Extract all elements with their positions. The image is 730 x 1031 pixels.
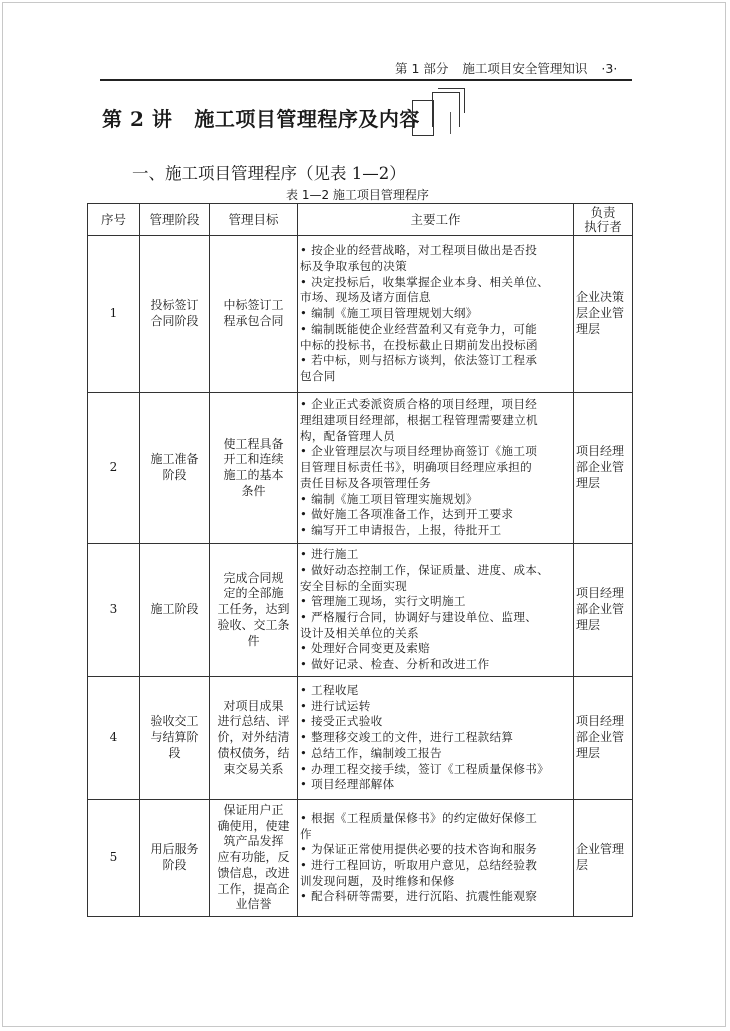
- lecture-heading: 施工项目管理程序及内容: [194, 107, 420, 131]
- book-title: 施工项目安全管理知识: [462, 61, 588, 76]
- work-item: • 做好施工各项准备工作，达到开工要求: [300, 507, 514, 522]
- cell-stage: [140, 236, 210, 393]
- cell-no: [88, 677, 140, 800]
- cell-goal-text: 中标签订工 程承包合同: [223, 298, 284, 328]
- cell-goal: [210, 544, 298, 677]
- work-item: • 总结工作，编制竣工报告: [300, 745, 442, 760]
- work-item: 理组建项目经理部，根据工程管理需要建立机: [300, 413, 538, 428]
- cell-stage-text: 施工准备 阶段: [150, 452, 199, 482]
- work-item: 安全目标的全面实现: [300, 578, 408, 593]
- part-label: 第 1 部分: [395, 61, 449, 76]
- work-item: • 按企业的经营战略，对工程项目做出是否投: [300, 243, 538, 258]
- work-item: • 严格履行合同，协调好与建设单位、监理、: [300, 610, 538, 624]
- lecture-title: [102, 103, 420, 132]
- work-item: 标及争取承包的决策: [300, 259, 408, 274]
- cell-executor: [574, 544, 633, 677]
- cell-no: [88, 393, 140, 544]
- table-row: [88, 393, 633, 544]
- cell-goal: [210, 236, 298, 393]
- table-row: [88, 544, 633, 677]
- table-row: [88, 800, 633, 917]
- work-item: • 根据《工程质量保修书》的约定做好保修工: [300, 810, 538, 825]
- work-item: 包合同: [300, 368, 336, 383]
- page-number: ·3·: [601, 61, 618, 76]
- work-item: 设计及相关单位的关系: [300, 625, 419, 640]
- work-item: 目管理目标责任书》，明确项目经理应承担的: [300, 460, 533, 475]
- work-item: 责任目标及各项管理任务: [300, 475, 431, 490]
- cell-executor: [574, 800, 633, 917]
- header-executor: [574, 204, 633, 236]
- procedure-table: [87, 203, 633, 917]
- cell-work: [298, 544, 574, 677]
- header-no: 序号: [88, 204, 140, 236]
- cell-goal-text: 使工程具备 开工和连续 施工的基本 条件: [223, 436, 284, 498]
- work-item: • 进行试运转: [300, 698, 371, 713]
- lecture-number: 第 2 讲: [102, 107, 173, 131]
- cell-no-text: 3: [109, 602, 118, 617]
- cell-goal-text: 完成合同规 定的全部施 工任务，达到 验收、交工条 件: [217, 570, 290, 648]
- work-item: 中标的投标书，在投标截止日期前发出投标函: [300, 337, 538, 352]
- cell-no: [88, 544, 140, 677]
- work-item: • 编制《施工项目管理实施规划》: [300, 491, 478, 506]
- cell-executor: [574, 677, 633, 800]
- cell-executor-text: 企业决策 层企业管 理层: [576, 290, 625, 336]
- table-header-row: [88, 204, 633, 236]
- work-item: • 接受正式验收: [300, 714, 383, 729]
- cell-work: [298, 393, 574, 544]
- section-title: 一、施工项目管理程序（见表 1—2）: [132, 164, 406, 183]
- work-item: • 工程收尾: [300, 683, 359, 698]
- cell-no-text: 1: [109, 306, 118, 321]
- cell-executor-text: 项目经理 部企业管 理层: [576, 714, 625, 760]
- work-item: • 管理施工现场，实行文明施工: [300, 594, 466, 609]
- table-caption: 表 1—2 施工项目管理程序: [286, 188, 429, 202]
- work-item: 作: [300, 826, 312, 841]
- cell-no-text: 4: [109, 730, 118, 745]
- cell-stage: [140, 393, 210, 544]
- work-item: • 编写开工申请报告，上报，待批开工: [300, 522, 502, 537]
- cell-executor-text: 项目经理 部企业管 理层: [576, 586, 625, 632]
- work-item: • 做好动态控制工作，保证质量、进度、成本、: [300, 562, 550, 577]
- header-work: 主要工作: [298, 204, 574, 236]
- work-item: • 配合科研等需要，进行沉陷、抗震性能观察: [300, 889, 538, 904]
- work-item: • 编制既能使企业经营盈利又有竞争力，可能: [300, 321, 538, 336]
- work-item: • 为保证正常使用提供必要的技术咨询和服务: [300, 842, 538, 857]
- cell-no-text: 2: [109, 460, 118, 475]
- cell-executor-text: 项目经理 部企业管 理层: [576, 444, 625, 490]
- cell-stage: [140, 544, 210, 677]
- cell-work: [298, 800, 574, 917]
- cell-no-text: 5: [109, 850, 118, 865]
- work-item: • 整理移交竣工的文件，进行工程款结算: [300, 730, 514, 745]
- work-item: 训发现问题，及时维修和保修: [300, 873, 455, 888]
- header-goal: 管理目标: [210, 204, 298, 236]
- cell-work: [298, 236, 574, 393]
- table-row: [88, 236, 633, 393]
- cell-executor: [574, 393, 633, 544]
- work-item: • 项目经理部解体: [300, 777, 395, 792]
- cell-no: [88, 236, 140, 393]
- cell-no: [88, 800, 140, 917]
- cell-stage: [140, 677, 210, 800]
- header-rule: [100, 79, 632, 81]
- work-item: • 企业正式委派资质合格的项目经理，项目经: [300, 397, 538, 412]
- work-item: 构，配备管理人员: [300, 428, 396, 443]
- table-row: [88, 677, 633, 800]
- cell-stage-text: 施工阶段: [150, 602, 199, 617]
- work-item: • 进行工程回访，听取用户意见，总结经验教: [300, 858, 538, 872]
- work-item: • 办理工程交接手续，签订《工程质量保修书》: [300, 761, 550, 776]
- work-item: • 编制《施工项目管理规划大纲》: [300, 306, 478, 321]
- cell-goal: [210, 677, 298, 800]
- work-item: • 做好记录、检查、分析和改进工作: [300, 657, 490, 672]
- cell-stage-text: 用后服务 阶段: [150, 842, 199, 872]
- cell-stage: [140, 800, 210, 917]
- work-item: 市场、现场及诸方面信息: [300, 290, 431, 305]
- work-item: • 处理好合同变更及索赔: [300, 641, 431, 656]
- cell-executor-text: 企业管理 层: [576, 842, 625, 872]
- cell-stage-text: 验收交工 与结算阶 段: [150, 714, 199, 760]
- header-stage: 管理阶段: [140, 204, 210, 236]
- cell-goal-text: 保证用户正 确使用，使建 筑产品发挥 应有功能，反 馈信息，改进 工作，提高企 业信誉: [217, 803, 290, 912]
- running-header: [395, 59, 631, 77]
- header-executor-text: 负责 执行者: [584, 204, 622, 234]
- work-item: • 进行施工: [300, 547, 359, 562]
- cell-goal: [210, 800, 298, 917]
- work-item: • 决定投标后，收集掌握企业本身、相关单位、: [300, 274, 550, 289]
- work-item: • 企业管理层次与项目经理协商签订《施工项: [300, 444, 538, 459]
- cell-stage-text: 投标签订 合同阶段: [150, 298, 199, 328]
- cell-work: [298, 677, 574, 800]
- cell-goal-text: 对项目成果 进行总结、评 价，对外结清 债权债务，结 束交易关系: [217, 698, 290, 776]
- cell-executor: [574, 236, 633, 393]
- work-item: • 若中标，则与招标方谈判，依法签订工程承: [300, 353, 538, 368]
- decorative-boxes: [412, 88, 472, 138]
- cell-goal: [210, 393, 298, 544]
